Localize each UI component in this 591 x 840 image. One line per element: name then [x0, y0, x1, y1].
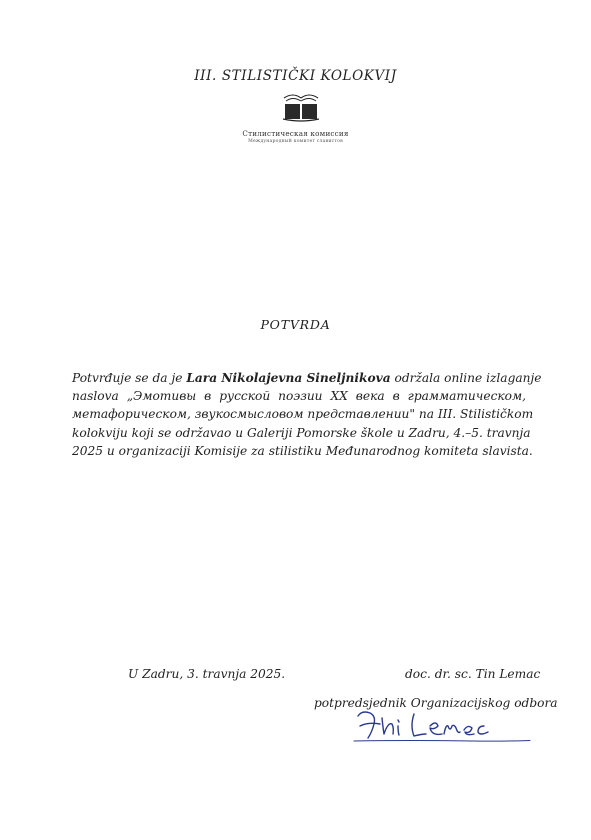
paragraph-line-2: naslova „Эмотивы в русской поэзии XX века в грамматическом,	[72, 389, 526, 404]
open-book-icon	[281, 92, 321, 122]
paragraph-line-3: метафорическом, звукосмысловом представлении" na III. Stilističkom	[72, 407, 534, 422]
document-title: POTVRDA	[260, 317, 331, 332]
paragraph-line-4: kolokviju koji se održavao u Galeriji Pomorske škole u Zadru, 4.–5. travnja	[72, 425, 531, 440]
logo-caption-primary: Стилистическая комиссия	[242, 129, 349, 138]
place-and-date: U Zadru, 3. travnja 2025.	[128, 667, 286, 681]
conference-title: III. STILISTIČKI KOLOKVIJ	[194, 68, 397, 84]
paragraph-line-1-start: Potvrđuje se da je	[72, 371, 187, 385]
logo-caption-secondary: Международный комитет славистов	[248, 139, 343, 144]
signer-name: doc. dr. sc. Tin Lemac	[405, 667, 541, 681]
confirmation-paragraph	[72, 369, 542, 460]
paragraph-line-1	[72, 369, 542, 387]
signer-role: potpredsjednik Organizacijskog odbora	[314, 696, 558, 710]
paragraph-line-5: 2025 u organizaciji Komisije za stilistiku Međunarodnog komiteta slavista.	[72, 443, 533, 458]
paragraph-line-1-end: održala online izlaganje	[390, 371, 542, 385]
participant-name: Lara Nikolajevna Sineljnikova	[186, 371, 391, 385]
handwritten-signature	[352, 704, 532, 746]
